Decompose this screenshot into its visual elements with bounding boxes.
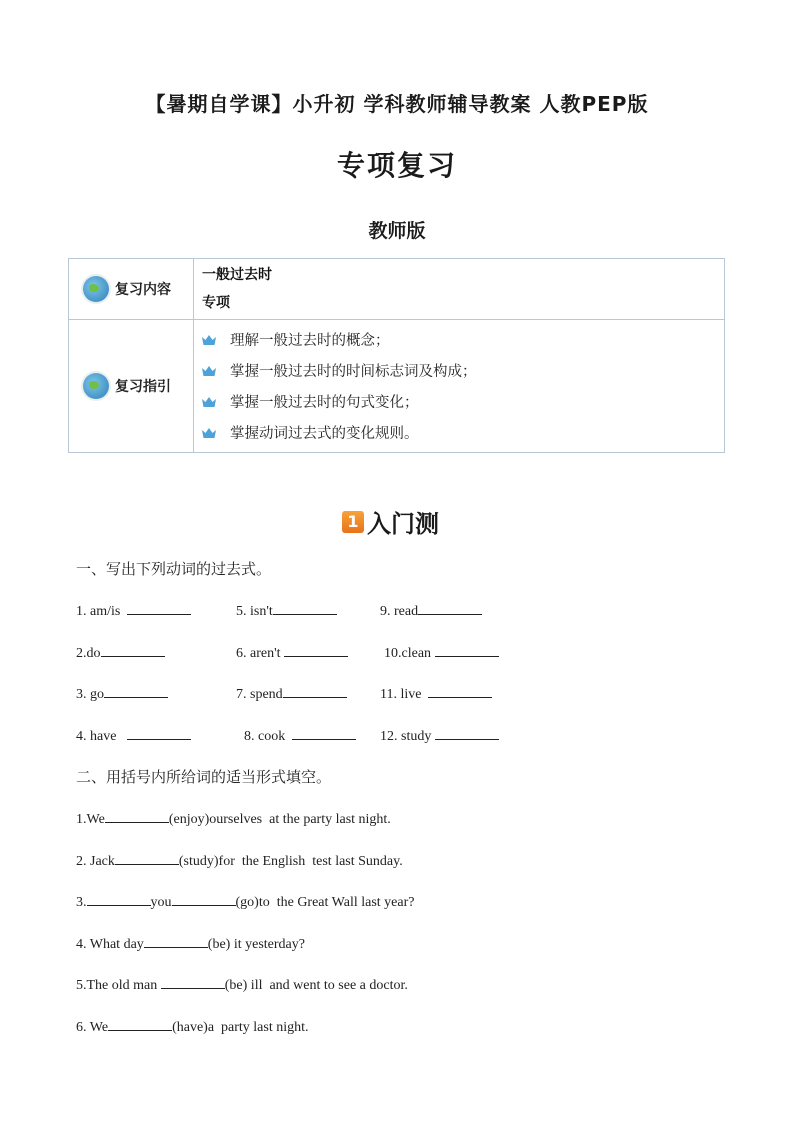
- sentence-suffix: (have)a party last night.: [172, 1020, 309, 1035]
- review-content-line-1: 一般过去时: [202, 267, 272, 283]
- verb-item: [76, 602, 191, 620]
- sentence-prefix: 1.We: [76, 812, 105, 827]
- sentence-item: [76, 1018, 309, 1036]
- answer-blank[interactable]: [418, 602, 482, 615]
- verb-label: 1. am/is: [76, 604, 121, 619]
- sentence-prefix: 5.The old man: [76, 978, 161, 993]
- guide-item-text: 掌握一般过去时的时间标志词及构成；: [230, 364, 477, 380]
- review-content-label-cell: [69, 259, 194, 320]
- review-info-table: [68, 258, 725, 453]
- answer-blank[interactable]: [172, 893, 236, 906]
- crown-bullet-icon: [202, 397, 216, 407]
- answer-blank[interactable]: [283, 685, 347, 698]
- crown-bullet-icon: [202, 335, 216, 345]
- sentence-prefix: 6. We: [76, 1020, 109, 1035]
- verb-item: [380, 602, 482, 620]
- verb-label: 10.clean: [384, 646, 432, 661]
- verb-label: 11. live: [380, 687, 422, 702]
- answer-blank[interactable]: [101, 644, 165, 657]
- sentence-item: [76, 935, 305, 953]
- verb-label: 8. cook: [244, 729, 286, 744]
- verb-item: [236, 685, 347, 703]
- verb-item: [236, 644, 348, 662]
- part2-heading: 二、用括号内所给词的适当形式填空。: [76, 768, 332, 786]
- sentence-item: [76, 852, 403, 870]
- answer-blank[interactable]: [161, 976, 225, 989]
- answer-blank[interactable]: [127, 602, 191, 615]
- document-header-title: 【暑期自学课】小升初 学科教师辅导教案 人教PEP版: [145, 92, 649, 116]
- sentence-suffix: (be) ill and went to see a doctor.: [224, 978, 408, 993]
- verb-label: 7. spend: [236, 687, 283, 702]
- guide-item: [202, 386, 716, 417]
- guide-item: [202, 324, 716, 355]
- sentence-prefix: 2. Jack: [76, 854, 115, 869]
- answer-blank[interactable]: [87, 893, 151, 906]
- verb-item: [244, 727, 356, 745]
- answer-blank[interactable]: [108, 1018, 172, 1031]
- globe-lightbulb-icon: [83, 373, 109, 399]
- review-guide-cell: [194, 320, 725, 453]
- sentence-item: [76, 976, 408, 994]
- review-guide-label: 复习指引: [115, 379, 171, 395]
- review-content-label: 复习内容: [115, 282, 171, 298]
- verb-label: 12. study: [380, 729, 432, 744]
- answer-blank[interactable]: [435, 727, 499, 740]
- crown-bullet-icon: [202, 428, 216, 438]
- sentence-middle: you: [150, 895, 172, 910]
- answer-blank[interactable]: [292, 727, 356, 740]
- main-title: 专项复习: [336, 149, 457, 182]
- answer-blank[interactable]: [273, 602, 337, 615]
- sentence-item: [76, 810, 391, 828]
- sentence-suffix: (enjoy)ourselves at the party last night.: [168, 812, 391, 827]
- answer-blank[interactable]: [115, 852, 179, 865]
- answer-blank[interactable]: [104, 685, 168, 698]
- sentence-item: [76, 893, 415, 911]
- review-guide-row: [69, 320, 725, 453]
- guide-item-text: 掌握动词过去式的变化规则。: [230, 426, 419, 442]
- sentence-prefix: 4. What day: [76, 937, 144, 952]
- verb-item: [384, 644, 499, 662]
- review-guide-label-cell: [69, 320, 194, 453]
- part1-heading: 一、写出下列动词的过去式。: [76, 560, 272, 578]
- crown-bullet-icon: [202, 366, 216, 376]
- section-heading: [342, 504, 439, 539]
- review-content-row: [69, 259, 725, 320]
- section-number-badge: 1: [342, 511, 364, 533]
- verb-label: 9. read: [380, 604, 419, 619]
- verb-label: 6. aren't: [236, 646, 281, 661]
- sentence-suffix: (be) it yesterday?: [207, 937, 305, 952]
- answer-blank[interactable]: [284, 644, 348, 657]
- verb-item: [380, 685, 492, 703]
- answer-blank[interactable]: [127, 727, 191, 740]
- sentence-prefix: 3.: [76, 895, 87, 910]
- guide-item-text: 理解一般过去时的概念；: [230, 333, 390, 349]
- answer-blank[interactable]: [428, 685, 492, 698]
- version-label: 教师版: [368, 220, 426, 242]
- verb-label: 2.do: [76, 646, 101, 661]
- section-title: 入门测: [367, 510, 439, 538]
- sentence-suffix: (study)for the English test last Sunday.: [178, 854, 403, 869]
- answer-blank[interactable]: [144, 935, 208, 948]
- review-content-cell: [194, 259, 725, 320]
- answer-blank[interactable]: [435, 644, 499, 657]
- review-content-line-2: 专项: [202, 295, 230, 311]
- verb-item: [76, 685, 168, 703]
- verb-item: [380, 727, 499, 745]
- verb-label: 4. have: [76, 729, 117, 744]
- verb-item: [76, 644, 165, 662]
- globe-book-icon: [83, 276, 109, 302]
- verb-item: [76, 727, 191, 745]
- guide-item: [202, 355, 716, 386]
- verb-label: 5. isn't: [236, 604, 273, 619]
- verb-item: [236, 602, 337, 620]
- verb-label: 3. go: [76, 687, 104, 702]
- guide-item: [202, 417, 716, 448]
- guide-item-text: 掌握一般过去时的句式变化；: [230, 395, 419, 411]
- sentence-suffix: (go)to the Great Wall last year?: [235, 895, 415, 910]
- answer-blank[interactable]: [105, 810, 169, 823]
